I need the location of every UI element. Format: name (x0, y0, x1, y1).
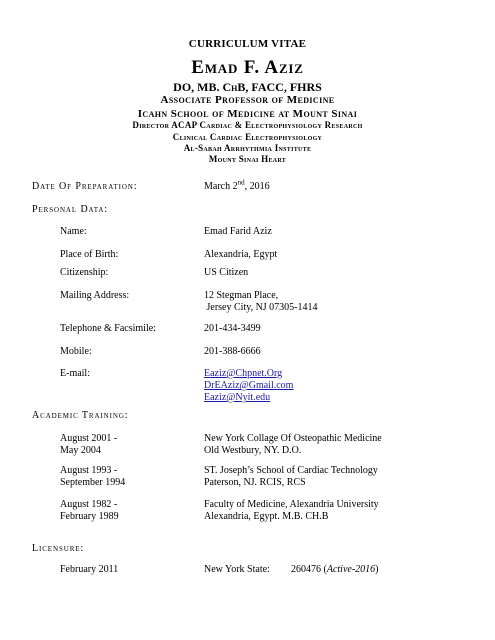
training-institution: Faculty of Medicine, Alexandria University Alexandria, Egypt. M.B. CH.B (204, 499, 379, 522)
training-institution: ST. Joseph’s School of Cardiac Technology Paterson, NJ. RCIS, RCS (204, 465, 378, 488)
document-title: CURRICULUM VITAE (188, 38, 307, 50)
section-date-of-preparation: Date Of Preparation: (32, 181, 138, 192)
section-academic-training: Academic Training: (32, 410, 129, 421)
credentials: DO, MB. ChB, FACC, FHRS (173, 80, 322, 94)
birth-label: Place of Birth: (60, 249, 119, 260)
phone-label: Telephone & Facsimile: (60, 323, 156, 334)
license-number: 260476 (Active-2016) (291, 564, 379, 575)
mailing-line: Jersey City, NJ 07305-1414 (204, 302, 318, 313)
phone-value: 201-434-3499 (204, 323, 261, 334)
section-personal-data: Personal Data: (32, 204, 108, 215)
mailing-address (204, 290, 318, 314)
training-dates: August 1982 - February 1989 (60, 499, 119, 522)
email-link[interactable]: Eaziz@Nyit.edu (204, 392, 271, 403)
position-title: Associate Professor of Medicine (160, 94, 335, 106)
mailing-line: 12 Stegman Place, (204, 290, 279, 301)
email-link[interactable]: Eaziz@Chpnet.Org (204, 368, 283, 379)
director-role: Director ACAP Cardiac & Electrophysiology Research (132, 120, 363, 130)
license-status: Active-2016 (326, 564, 376, 575)
preparation-date: March 2nd, 2016 (204, 178, 270, 192)
mailing-label: Mailing Address: (60, 290, 130, 301)
section-licensure: Licensure: (32, 543, 85, 554)
training-dates: August 1993 - September 1994 (60, 465, 126, 488)
citizenship-label: Citizenship: (60, 267, 109, 278)
license-date: February 2011 (60, 564, 119, 575)
email-label: E-mail: (60, 368, 90, 379)
license-state: New York State: (204, 564, 270, 575)
mobile-value: 201-388-6666 (204, 346, 261, 357)
birth-value: Alexandria, Egypt (204, 249, 278, 260)
institute: Al-Sabah Arrhythmia Institute (183, 143, 312, 153)
hospital: Mount Sinai Heart (208, 154, 287, 164)
training-institution: New York Collage Of Osteopathic Medicine Old Westbury, NY. D.O. (204, 433, 382, 456)
person-name: Emad F. Aziz (191, 57, 304, 78)
department: Clinical Cardiac Electrophysiology (172, 132, 323, 142)
email-link[interactable]: DrEAziz@Gmail.com (204, 380, 294, 391)
training-dates: August 2001 - May 2004 (60, 433, 118, 456)
citizenship-value: US Citizen (204, 267, 249, 278)
name-label: Name: (60, 226, 87, 237)
mobile-label: Mobile: (60, 346, 92, 357)
email-list (204, 368, 293, 404)
name-value: Emad Farid Aziz (204, 226, 272, 237)
institution-name: Icahn School of Medicine at Mount Sinai (137, 108, 358, 120)
